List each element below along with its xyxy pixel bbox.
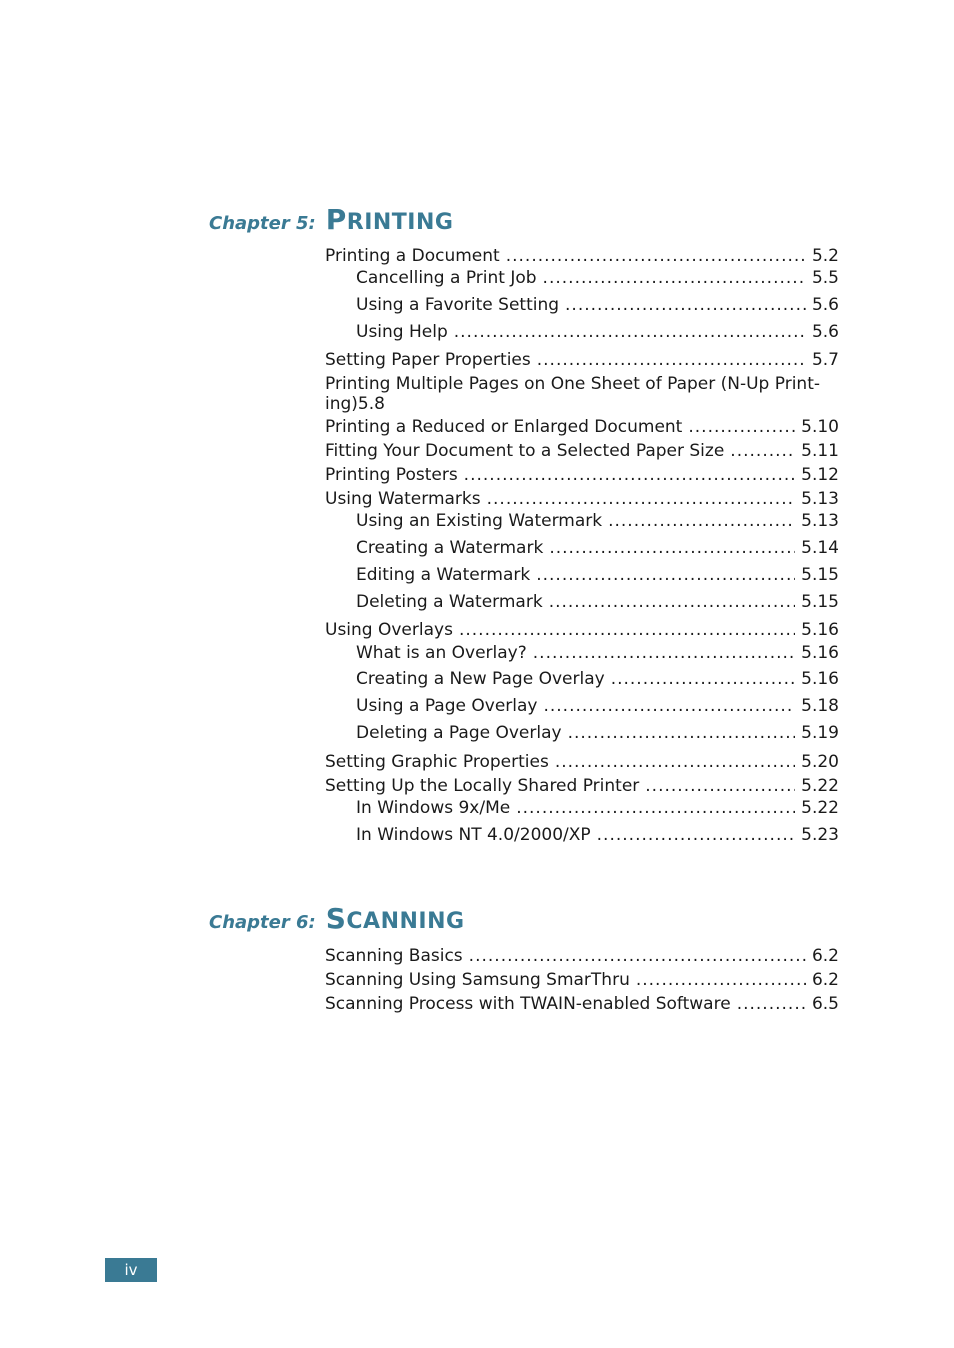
toc-subentry[interactable] (356, 643, 839, 663)
dot-leader (543, 268, 806, 288)
toc-entry-page: 5.2 (811, 246, 839, 266)
toc-entry-text: Creating a New Page Overlay (356, 669, 605, 689)
toc-entry-page: 5.15 (801, 565, 839, 585)
dot-leader (533, 643, 795, 663)
toc-entry-page: 5.12 (801, 465, 839, 485)
toc-subentry[interactable] (356, 592, 839, 612)
toc-entry-text: Using a Page Overlay (356, 696, 538, 716)
toc-entry-text: Scanning Using Samsung SmarThru (325, 970, 630, 990)
toc-entry-text: Using Overlays (325, 620, 453, 640)
toc-entry-text: Editing a Watermark (356, 565, 531, 585)
dot-leader (597, 825, 796, 845)
toc-entry[interactable] (325, 620, 839, 640)
toc-entry-page: 6.2 (811, 970, 839, 990)
toc-entry-page: 5.13 (801, 489, 839, 509)
toc-subentry[interactable] (356, 723, 839, 743)
chapter-6-label: Chapter 6: (209, 912, 316, 933)
toc-entry-page: 5.11 (801, 441, 839, 461)
toc-entry[interactable] (325, 374, 839, 414)
dot-leader (506, 246, 806, 266)
dot-leader (454, 322, 806, 342)
toc-entry[interactable] (325, 752, 839, 772)
chapter-5-heading (209, 203, 453, 236)
toc-subentry[interactable] (356, 696, 839, 716)
toc-entry-page: 5.23 (801, 825, 839, 845)
toc-entry[interactable] (325, 776, 839, 796)
toc-entry-page: 5.16 (801, 620, 839, 640)
toc-entry-text: In Windows 9x/Me (356, 798, 511, 818)
toc-entry-text: Printing a Reduced or Enlarged Document (325, 417, 683, 437)
dot-leader (555, 752, 795, 772)
toc-entry-text: What is an Overlay? (356, 643, 527, 663)
dot-leader (568, 723, 796, 743)
dot-leader (459, 620, 795, 640)
toc-entry-text: Setting Paper Properties (325, 350, 531, 370)
toc-entry-page: 5.19 (801, 723, 839, 743)
toc-entry-page: 5.14 (801, 538, 839, 558)
toc-entry-page: 5.6 (811, 322, 839, 342)
toc-entry-page: 5.10 (801, 417, 839, 437)
toc-entry-text: Creating a Watermark (356, 538, 544, 558)
toc-entry[interactable] (325, 417, 839, 437)
dot-leader (469, 946, 806, 966)
dot-leader (730, 441, 795, 461)
toc-subentry[interactable] (356, 565, 839, 585)
dot-leader (611, 669, 795, 689)
toc-entry-text: Setting Up the Locally Shared Printer (325, 776, 640, 796)
toc-entry-text-continued: ing) (325, 394, 358, 414)
toc-entry-page: 5.22 (801, 798, 839, 818)
toc-entry[interactable] (325, 465, 839, 485)
toc-entry-text: Printing Multiple Pages on One Sheet of Paper (N-Up Print- (325, 374, 820, 394)
dot-leader (516, 798, 795, 818)
toc-entry-page: 5.8 (357, 394, 385, 414)
toc-subentry[interactable] (356, 322, 839, 342)
dot-leader (608, 511, 795, 531)
toc-entry-page: 5.22 (801, 776, 839, 796)
toc-entry-text: Scanning Process with TWAIN-enabled Software (325, 994, 731, 1014)
toc-entry[interactable] (325, 970, 839, 990)
dot-leader (549, 538, 795, 558)
toc-entry[interactable] (325, 246, 839, 266)
dot-leader (536, 565, 795, 585)
toc-entry-page: 6.5 (811, 994, 839, 1014)
toc-entry-text: Printing Posters (325, 465, 458, 485)
dot-leader (464, 465, 795, 485)
toc-subentry[interactable] (356, 295, 839, 315)
toc-entry-page: 5.13 (801, 511, 839, 531)
page-number-badge: iv (105, 1258, 157, 1282)
toc-entry-page: 5.15 (801, 592, 839, 612)
toc-subentry[interactable] (356, 268, 839, 288)
dot-leader (737, 994, 806, 1014)
toc-entry-text: Setting Graphic Properties (325, 752, 549, 772)
toc-entry-page: 5.5 (811, 268, 839, 288)
toc-entry-page: 5.16 (801, 669, 839, 689)
toc-entry-text: Printing a Document (325, 246, 500, 266)
toc-subentry[interactable] (356, 669, 839, 689)
dot-leader (537, 350, 806, 370)
toc-entry-text: Cancelling a Print Job (356, 268, 537, 288)
dot-leader (688, 417, 795, 437)
toc-entry-page: 5.20 (801, 752, 839, 772)
toc-entry-page: 5.6 (811, 295, 839, 315)
toc-subentry[interactable] (356, 538, 839, 558)
dot-leader (645, 776, 795, 796)
dot-leader (565, 295, 806, 315)
dot-leader (487, 489, 796, 509)
toc-entry-text: Using an Existing Watermark (356, 511, 603, 531)
toc-entry-text: Scanning Basics (325, 946, 463, 966)
chapter-6-heading (209, 902, 465, 935)
toc-entry[interactable] (325, 441, 839, 461)
toc-subentry[interactable] (356, 511, 839, 531)
toc-subentry[interactable] (356, 825, 839, 845)
toc-entry-page: 5.16 (801, 643, 839, 663)
toc-subentry[interactable] (356, 798, 839, 818)
toc-entry-text: Using Help (356, 322, 448, 342)
toc-entry-page: 5.7 (811, 350, 839, 370)
toc-entry[interactable] (325, 994, 839, 1014)
toc-entry-text: Deleting a Page Overlay (356, 723, 562, 743)
dot-leader (636, 970, 806, 990)
toc-entry[interactable] (325, 350, 839, 370)
chapter-6-title: SCANNING (325, 902, 465, 935)
chapter-5-title: PRINTING (325, 203, 454, 236)
toc-entry-text: Deleting a Watermark (356, 592, 543, 612)
toc-entry-text: Fitting Your Document to a Selected Paper Size (325, 441, 725, 461)
chapter-5-label: Chapter 5: (209, 213, 316, 234)
toc-entry-text: Using a Favorite Setting (356, 295, 560, 315)
dot-leader (549, 592, 795, 612)
toc-entry-text: In Windows NT 4.0/2000/XP (356, 825, 591, 845)
toc-entry[interactable] (325, 946, 839, 966)
toc-entry-page: 5.18 (801, 696, 839, 716)
toc-entry-text: Using Watermarks (325, 489, 481, 509)
dot-leader (543, 696, 795, 716)
toc-entry[interactable] (325, 489, 839, 509)
toc-entry-page: 6.2 (811, 946, 839, 966)
